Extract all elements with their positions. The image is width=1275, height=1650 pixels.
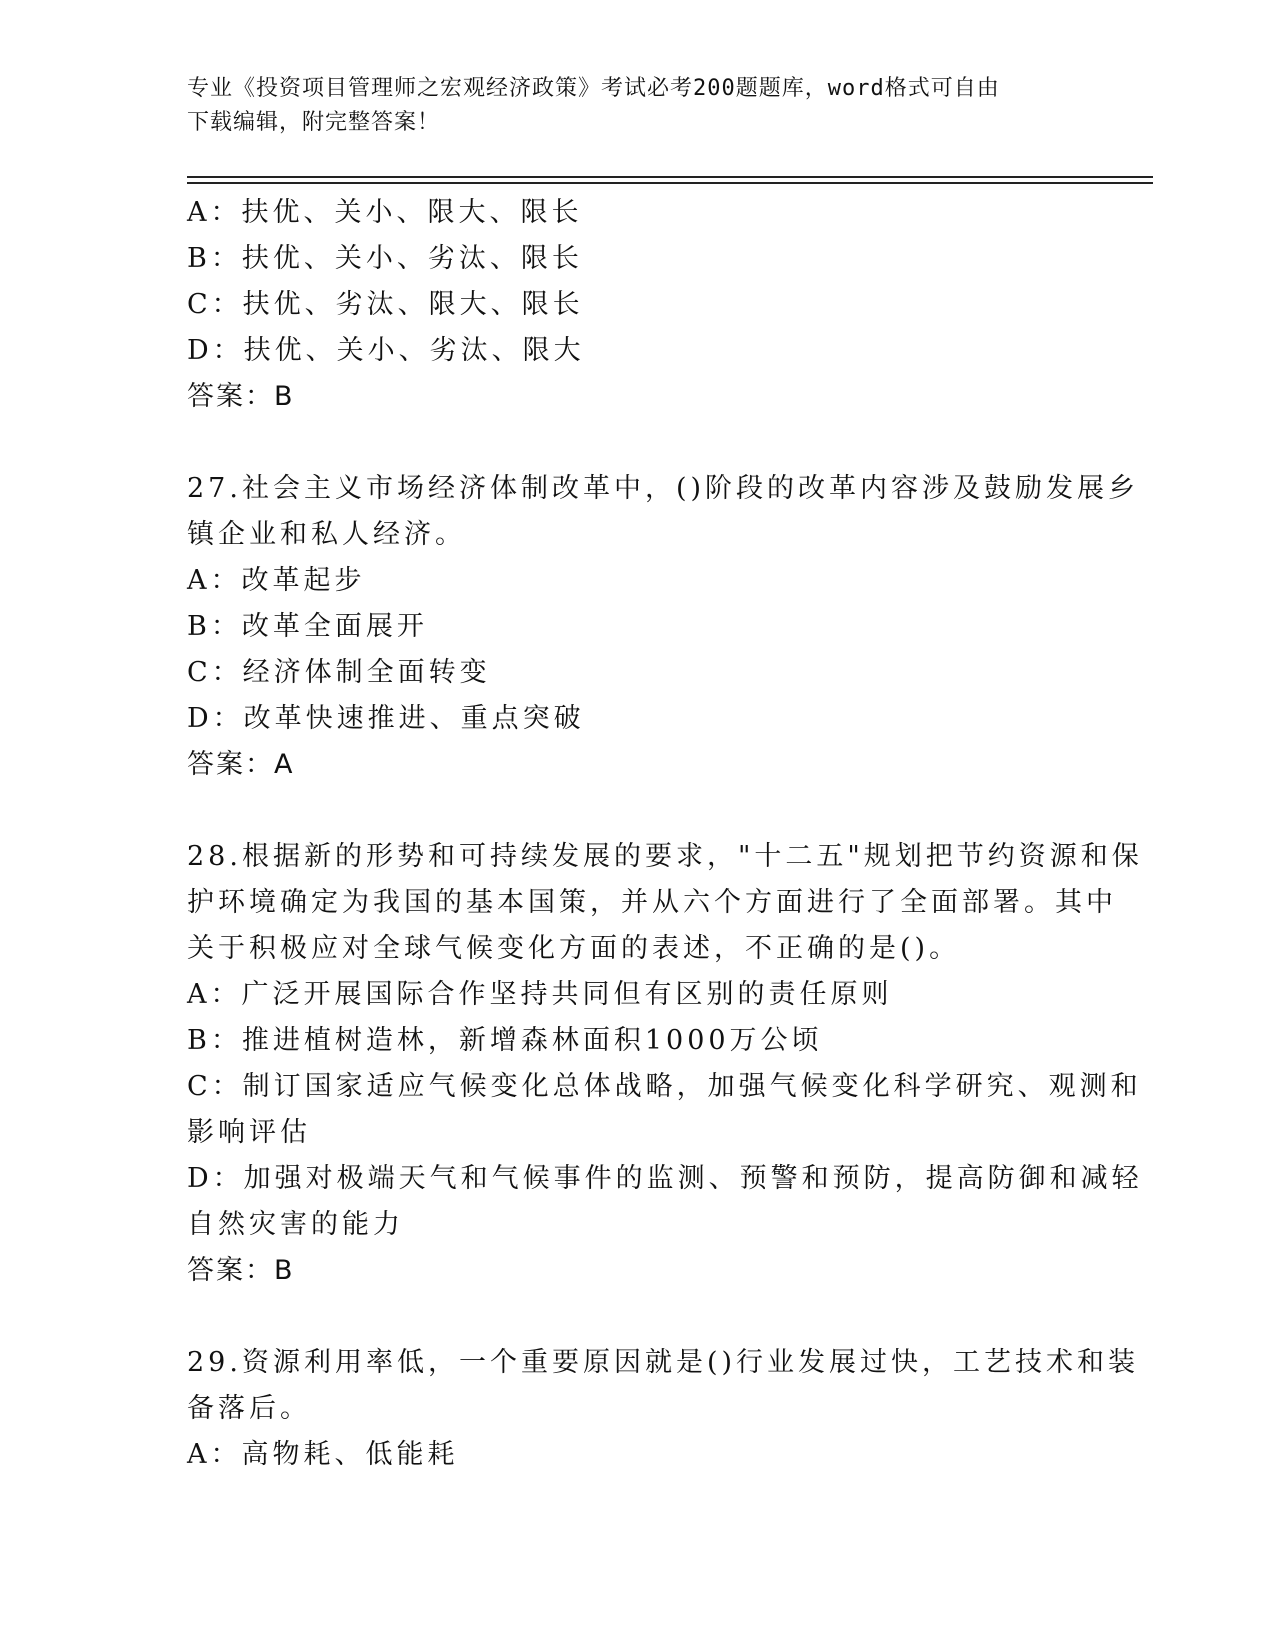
question-list (187, 190, 1143, 1478)
option-b: B：推进植树造林，新增森林面积1000万公顷 (187, 1025, 823, 1056)
spacer (187, 788, 1067, 834)
question-stem-line: 关于积极应对全球气候变化方面的表述，不正确的是()。 (187, 933, 961, 964)
answer-line: 答案：B (187, 381, 295, 412)
document-header (187, 72, 1067, 140)
question-28 (187, 834, 1143, 1294)
option-c-continued: 影响评估 (187, 1117, 311, 1148)
question-stem-line: 28.根据新的形势和可持续发展的要求，"十二五"规划把节约资源和保 (187, 841, 1143, 872)
header-divider-top (187, 176, 1153, 178)
option-a: A：扶优、关小、限大、限长 (187, 197, 583, 228)
option-a: A：改革起步 (187, 565, 366, 596)
question-stem-line: 27.社会主义市场经济体制改革中，()阶段的改革内容涉及鼓励发展乡 (187, 473, 1140, 504)
question-stem-line: 镇企业和私人经济。 (187, 519, 466, 550)
option-d: D：扶优、关小、劣汰、限大 (187, 335, 585, 366)
option-c: C：经济体制全面转变 (187, 657, 491, 688)
header-line-2: 下载编辑，附完整答案！ (187, 110, 441, 135)
option-b: B：改革全面展开 (187, 611, 428, 642)
option-c: C：制订国家适应气候变化总体战略，加强气候变化科学研究、观测和 (187, 1071, 1142, 1102)
question-stem-line: 29.资源利用率低，一个重要原因就是()行业发展过快，工艺技术和装 (187, 1347, 1140, 1378)
question-stem-line: 备落后。 (187, 1393, 311, 1424)
question-27 (187, 466, 1140, 788)
option-d-continued: 自然灾害的能力 (187, 1209, 404, 1240)
question-26-continued (187, 190, 1067, 420)
answer-line: 答案：A (187, 749, 295, 780)
question-29 (187, 1340, 1140, 1478)
spacer (187, 1294, 1067, 1340)
option-a: A：广泛开展国际合作坚持共同但有区别的责任原则 (187, 979, 893, 1010)
spacer (187, 420, 1067, 466)
option-d: D：改革快速推进、重点突破 (187, 703, 585, 734)
option-b: B：扶优、关小、劣汰、限长 (187, 243, 583, 274)
header-divider-bottom (187, 182, 1153, 184)
option-a: A：高物耗、低能耗 (187, 1439, 459, 1470)
option-d: D：加强对极端天气和气候事件的监测、预警和预防，提高防御和减轻 (187, 1163, 1143, 1194)
option-c: C：扶优、劣汰、限大、限长 (187, 289, 584, 320)
question-stem-line: 护环境确定为我国的基本国策，并从六个方面进行了全面部署。其中 (187, 887, 1117, 918)
answer-line: 答案：B (187, 1255, 295, 1286)
header-line-1: 专业《投资项目管理师之宏观经济政策》考试必考200题题库，word格式可自由 (187, 76, 1000, 101)
